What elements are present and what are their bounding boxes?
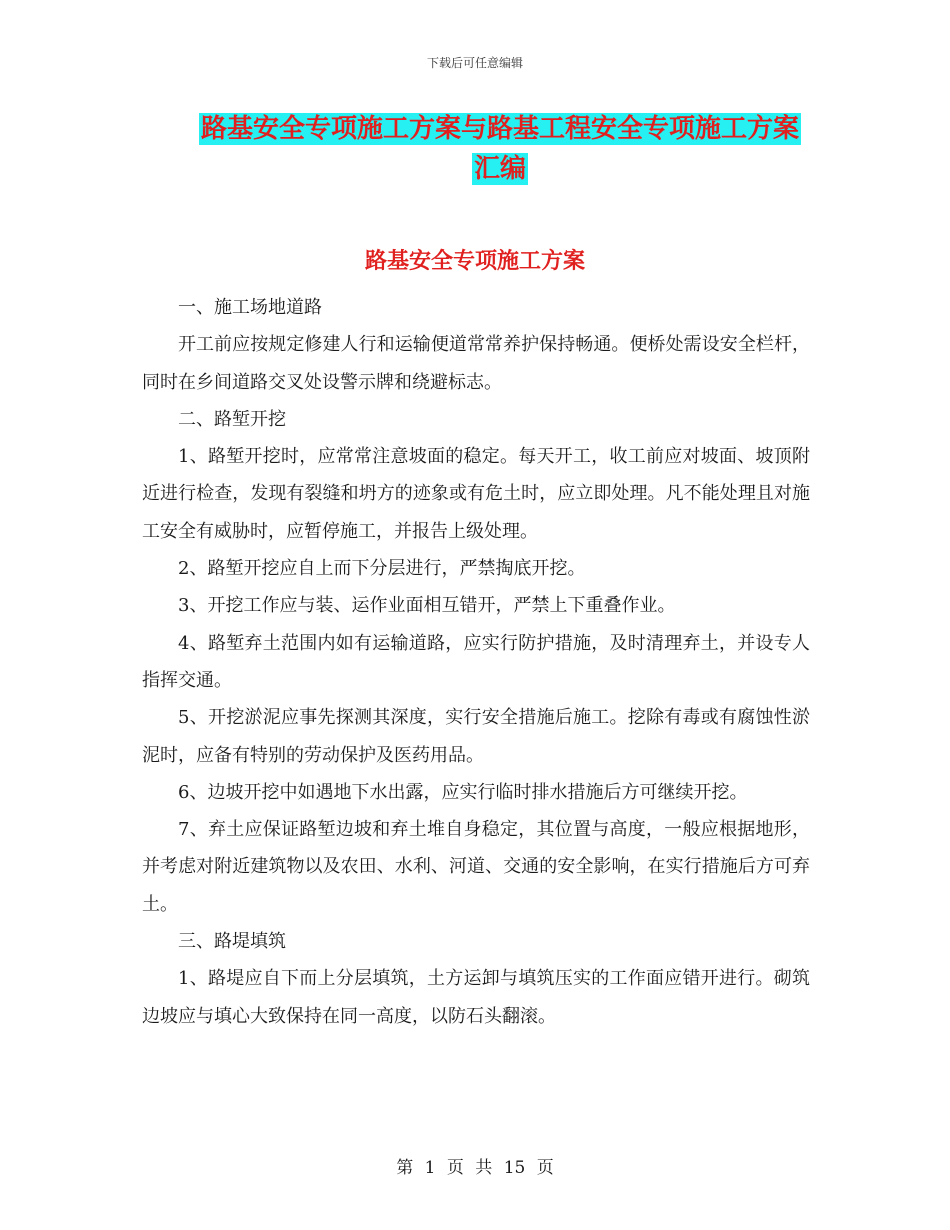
paragraph: 6、边坡开挖中如遇地下水出露，应实行临时排水措施后方可继续开挖。 xyxy=(178,781,748,803)
heading-embankment-filling: 三、路堤填筑 xyxy=(178,931,286,953)
document-title-line-2: 汇编 xyxy=(473,154,526,184)
paragraph: 7、弃土应保证路堑边坡和弃土堆自身稳定，其位置与高度，一般应根据地形，并考虑对附近建筑物以及农田、水利、河道、交通的安全影响，在实行措施后方可弃土。 xyxy=(142,819,810,915)
section-title: 路基安全专项施工方案 xyxy=(364,249,585,274)
heading-cut-excavation: 二、路堑开挖 xyxy=(178,408,286,430)
document-title xyxy=(190,109,810,189)
heading-site-roads: 一、施工场地道路 xyxy=(178,297,322,318)
paragraph: 5、开挖淤泥应事先探测其深度，实行安全措施后施工。挖除有毒或有腐蚀性淤泥时，应备有特别的劳动保护及医药用品。 xyxy=(142,707,810,766)
paragraph: 2、路堑开挖应自上而下分层进行，严禁掏底开挖。 xyxy=(178,558,586,580)
paragraph: 开工前应按规定修建人行和运输便道常常养护保持畅通。便桥处需设安全栏杆，同时在乡间道路交叉处设警示牌和绕避标志。 xyxy=(142,334,810,393)
page-footer: 第 1 页 共 15 页 xyxy=(396,1158,554,1178)
paragraph: 3、开挖工作应与装、运作业面相互错开，严禁上下重叠作业。 xyxy=(178,595,676,617)
document-body xyxy=(142,289,810,1035)
paragraph: 1、路堤应自下而上分层填筑，土方运卸与填筑压实的工作面应错开进行。砌筑边坡应与填心大致保持在同一高度，以防石头翻滚。 xyxy=(142,968,810,1027)
paragraph: 1、路堑开挖时，应常常注意坡面的稳定。每天开工，收工前应对坡面、坡顶附近进行检查，发现有裂缝和坍方的迹象或有危土时，应立即处理。凡不能处理且对施工安全有威胁时，应暂停施工，并报告上级处理。 xyxy=(142,446,810,542)
paragraph: 4、路堑弃土范围内如有运输道路，应实行防护措施，及时清理弃土，并设专人指挥交通。 xyxy=(142,632,810,691)
document-title-line-1: 路基安全专项施工方案与路基工程安全专项施工方案 xyxy=(200,114,799,144)
page-header-note: 下载后可任意编辑 xyxy=(426,56,523,70)
